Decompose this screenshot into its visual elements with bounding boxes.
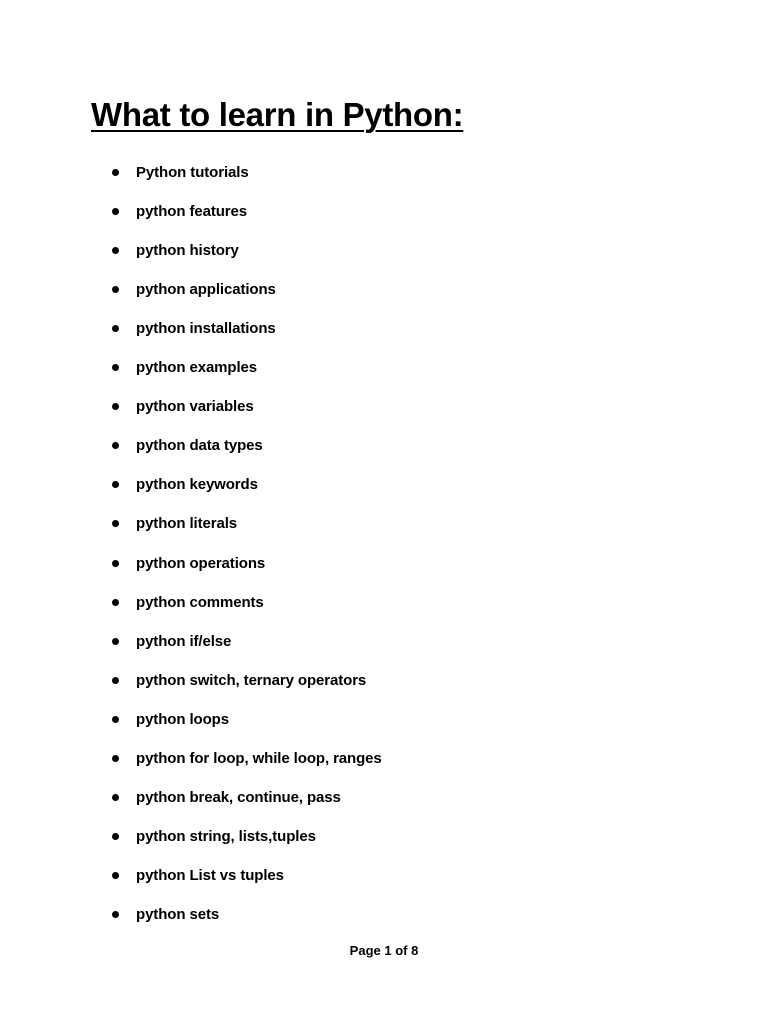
page-title: What to learn in Python:	[91, 96, 464, 133]
list-item	[112, 162, 249, 182]
bullet-icon	[112, 638, 119, 645]
list-item	[112, 474, 258, 494]
topic-label: python operations	[136, 554, 266, 572]
bullet-icon	[112, 911, 119, 918]
bullet-icon	[112, 442, 119, 449]
list-item	[112, 435, 263, 455]
bullet-icon	[112, 247, 119, 254]
bullet-icon	[112, 560, 119, 567]
current-page-number: 1	[384, 943, 392, 958]
topic-label: python variables	[136, 397, 254, 415]
list-item	[112, 240, 239, 260]
list-item	[112, 670, 366, 690]
topic-label: python switch, ternary operators	[136, 671, 367, 689]
list-item	[112, 357, 257, 377]
topic-label: python sets	[136, 905, 220, 923]
list-item	[112, 826, 316, 846]
bullet-icon	[112, 872, 119, 879]
list-item	[112, 513, 237, 533]
list-item	[112, 201, 247, 221]
list-item	[112, 709, 229, 729]
bullet-icon	[112, 794, 119, 801]
list-item	[112, 748, 382, 768]
bullet-icon	[112, 599, 119, 606]
topic-label: python keywords	[136, 475, 258, 493]
bullet-icon	[112, 208, 119, 215]
topic-label: python examples	[136, 358, 258, 376]
topic-label: python applications	[136, 280, 276, 298]
bullet-icon	[112, 520, 119, 527]
topic-label: python for loop, while loop, ranges	[136, 749, 382, 767]
list-item	[112, 279, 276, 299]
footer-prefix: Page	[349, 943, 385, 958]
list-item	[112, 396, 254, 416]
bullet-icon	[112, 755, 119, 762]
bullet-icon	[112, 364, 119, 371]
topic-label: python break, continue, pass	[136, 788, 341, 806]
bullet-icon	[112, 325, 119, 332]
total-page-count: 8	[411, 943, 419, 958]
bullet-icon	[112, 833, 119, 840]
topic-label: python installations	[136, 319, 276, 337]
topic-label: python history	[136, 241, 239, 259]
list-item	[112, 631, 231, 651]
bullet-icon	[112, 677, 119, 684]
topic-label: python comments	[136, 593, 264, 611]
list-item	[112, 553, 265, 573]
topic-label: python data types	[136, 436, 263, 454]
topic-label: python literals	[136, 514, 238, 532]
topic-label: python features	[136, 202, 248, 220]
bullet-icon	[112, 403, 119, 410]
list-item	[112, 592, 264, 612]
topic-label: python string, lists,tuples	[136, 827, 316, 845]
topic-label: python if/else	[136, 632, 232, 650]
footer-separator: of	[391, 943, 412, 958]
topic-label: python List vs tuples	[136, 866, 284, 884]
topic-label: python loops	[136, 710, 229, 728]
bullet-icon	[112, 716, 119, 723]
list-item	[112, 318, 276, 338]
list-item	[112, 865, 284, 885]
bullet-icon	[112, 286, 119, 293]
list-item	[112, 904, 219, 924]
topic-label: Python tutorials	[136, 163, 249, 181]
bullet-icon	[112, 169, 119, 176]
page-number-footer	[0, 943, 768, 958]
bullet-icon	[112, 481, 119, 488]
list-item	[112, 787, 341, 807]
